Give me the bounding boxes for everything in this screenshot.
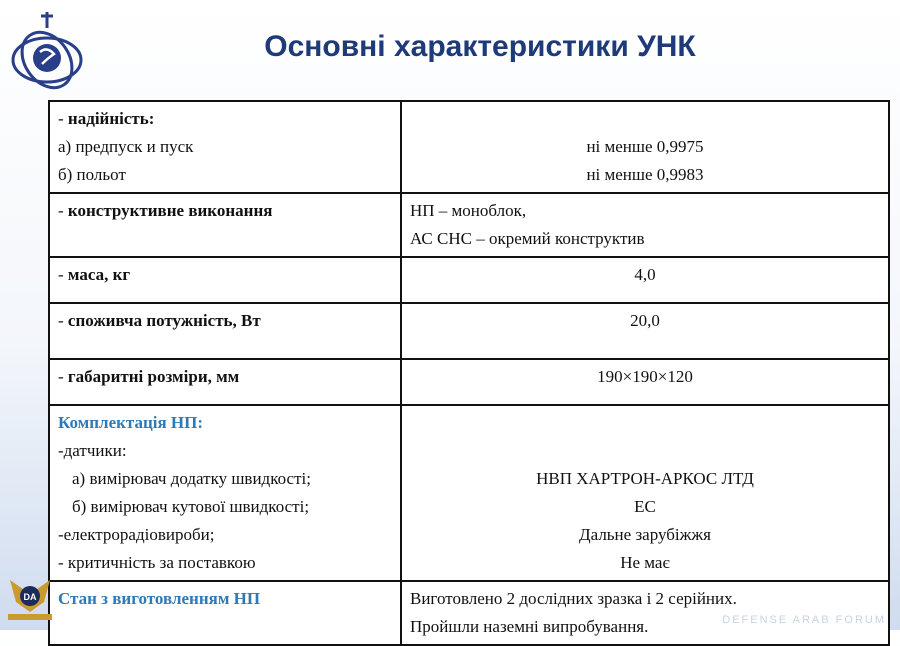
status-heading: Стан з виготовленням НП bbox=[58, 589, 261, 608]
table-row-design bbox=[49, 193, 889, 257]
watermark-text: DEFENSE ARAB FORUM bbox=[722, 614, 886, 626]
mass-value: 4,0 bbox=[401, 257, 889, 303]
design-value-cell bbox=[401, 193, 889, 257]
components-label-cell bbox=[49, 405, 401, 581]
design-value-line1: НП – моноблок, bbox=[410, 201, 527, 220]
design-label: конструктивне виконання bbox=[67, 201, 273, 220]
accelerometer-supplier: НВП ХАРТРОН-АРКОС ЛТД bbox=[536, 469, 754, 488]
table-row-dimensions bbox=[49, 359, 889, 405]
reliability-label-cell bbox=[49, 101, 401, 193]
prelaunch-label: а) предпуск и пуск bbox=[58, 137, 194, 156]
status-line1: Виготовлено 2 дослідних зразка і 2 серійних. bbox=[410, 589, 737, 608]
design-value-line2: АС СНС – окремий конструктив bbox=[410, 229, 645, 248]
power-label: споживча потужність, Вт bbox=[67, 311, 261, 330]
mass-label: маса, кг bbox=[67, 265, 131, 284]
design-dash: - bbox=[58, 201, 68, 220]
table-row-status bbox=[49, 581, 889, 645]
power-label-cell bbox=[49, 303, 401, 359]
reliability-value-cell bbox=[401, 101, 889, 193]
table-row-components bbox=[49, 405, 889, 581]
table-row-reliability bbox=[49, 101, 889, 193]
status-line2: Пройшли наземні випробування. bbox=[410, 617, 649, 636]
dimensions-dash: - bbox=[58, 367, 68, 386]
mass-label-cell bbox=[49, 257, 401, 303]
reliability-dash: - bbox=[58, 109, 68, 128]
characteristics-table bbox=[48, 100, 890, 646]
reliability-label: надійність: bbox=[67, 109, 155, 128]
dimensions-value: 190×190×120 bbox=[401, 359, 889, 405]
forum-badge-icon bbox=[4, 574, 56, 630]
supply-criticality-label: - критичність за поставкою bbox=[58, 553, 256, 572]
dimensions-label: габаритні розміри, мм bbox=[67, 367, 240, 386]
power-value: 20,0 bbox=[401, 303, 889, 359]
status-value-cell bbox=[401, 581, 889, 645]
forum-badge-text: DA bbox=[23, 592, 37, 602]
table-row-power bbox=[49, 303, 889, 359]
table-row-mass bbox=[49, 257, 889, 303]
power-dash: - bbox=[58, 311, 68, 330]
electronics-supplier: Дальне зарубіжжя bbox=[579, 525, 711, 544]
gyroscope-supplier: ЕС bbox=[634, 497, 656, 516]
accelerometer-label: а) вимірювач додатку швидкості; bbox=[72, 469, 311, 488]
supply-criticality-value: Не має bbox=[620, 553, 670, 572]
flight-label: б) польот bbox=[58, 165, 126, 184]
components-heading: Комплектація НП: bbox=[58, 413, 204, 432]
design-label-cell bbox=[49, 193, 401, 257]
status-label-cell bbox=[49, 581, 401, 645]
characteristics-table-container bbox=[48, 100, 890, 646]
prelaunch-value: ні менше 0,9975 bbox=[586, 137, 704, 156]
sensors-label: -датчики: bbox=[58, 441, 127, 460]
mass-dash: - bbox=[58, 265, 68, 284]
electronics-label: -електрорадіовироби; bbox=[58, 525, 215, 544]
flight-value: ні менше 0,9983 bbox=[586, 165, 704, 184]
gyroscope-label: б) вимірювач кутової швидкості; bbox=[72, 497, 310, 516]
dimensions-label-cell bbox=[49, 359, 401, 405]
components-value-cell bbox=[401, 405, 889, 581]
page-title: Основні характеристики УНК bbox=[264, 30, 696, 63]
